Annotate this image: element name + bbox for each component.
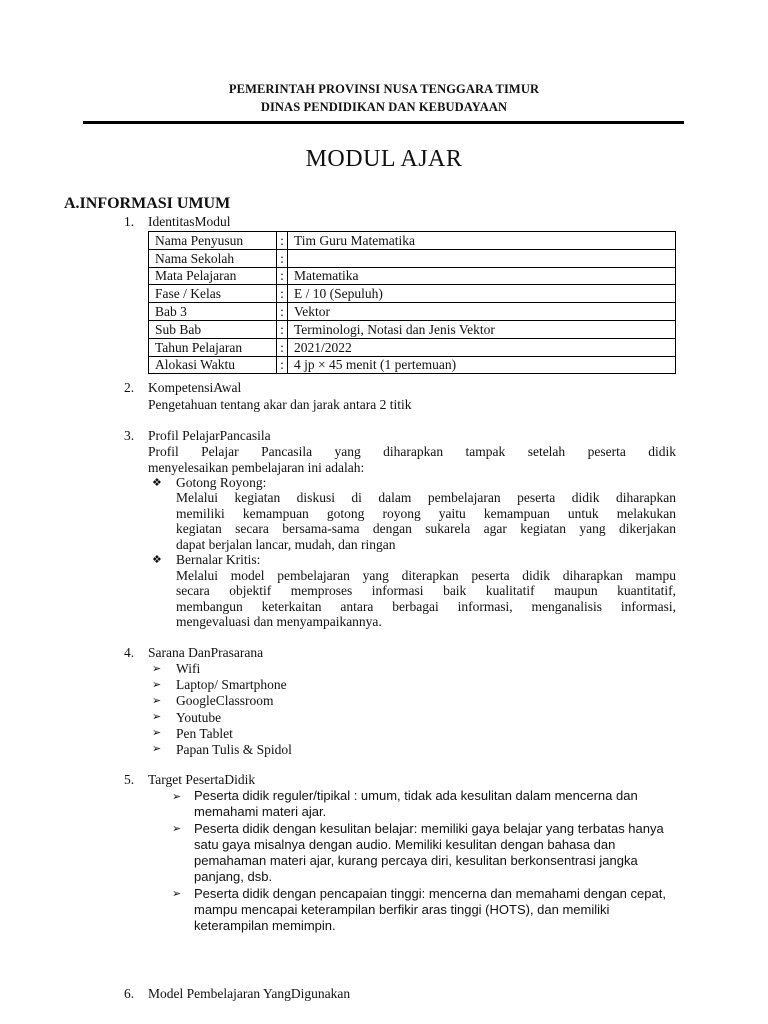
bernalar-kritis-line-3: membangun keterkaitan antara berbagai informasi, menganalisis informasi,	[176, 599, 676, 614]
item-5-number: 5.	[124, 772, 135, 787]
table-key: Fase / Kelas	[149, 285, 277, 303]
bernalar-kritis-line-2: secara objektif memproses informasi baik kualitatif maupun kuantitatif,	[176, 583, 676, 598]
arrow-bullet-icon: ➢	[172, 791, 182, 803]
target-3-line-3: keterampilan memimpin.	[194, 918, 336, 933]
bullet-gotong-royong-title: Gotong Royong:	[176, 475, 267, 490]
diamond-bullet-icon: ❖	[152, 477, 162, 489]
arrow-bullet-icon: ➢	[152, 743, 162, 755]
table-separator: :	[277, 249, 288, 267]
target-3-line-2: mampu mencapai keterampilan berfikir aras tinggi (HOTS), dan memiliki	[194, 902, 610, 917]
table-row	[149, 320, 676, 338]
table-separator: :	[277, 267, 288, 285]
table-key: Bab 3	[149, 303, 277, 321]
header-line-2: DINAS PENDIDIKAN DAN KEBUDAYAAN	[260, 100, 508, 114]
table-key: Nama Sekolah	[149, 249, 277, 267]
item-2-label: KompetensiAwal	[148, 380, 242, 395]
table-separator: :	[277, 303, 288, 321]
item-3-label: Profil PelajarPancasila	[148, 428, 271, 443]
table-value: Vektor	[288, 303, 676, 321]
item-2-number: 2.	[124, 380, 135, 395]
target-2-line-2: satu gaya misalnya dengan audio. Memiliki kesulitan dengan bahasa dan	[194, 837, 616, 852]
table-key: Nama Penyusun	[149, 232, 277, 250]
item-3-number: 3.	[124, 428, 135, 443]
table-separator: :	[277, 338, 288, 356]
item-5-label: Target PesertaDidik	[148, 772, 256, 787]
item-6-number: 6.	[124, 986, 135, 1001]
arrow-bullet-icon: ➢	[152, 663, 162, 675]
table-key: Mata Pelajaran	[149, 267, 277, 285]
gotong-royong-line-2: memiliki kemampuan gotong royong yaitu kemampuan untuk melakukan	[176, 506, 676, 521]
target-1-line-2: memahami materi ajar.	[194, 804, 327, 819]
list-item: Papan Tulis & Spidol	[176, 742, 292, 757]
section-heading-a: A.INFORMASI UMUM	[64, 195, 231, 212]
list-item: Wifi	[176, 661, 201, 676]
gotong-royong-line-4: dapat berjalan lancar, mudah, dan ringan	[176, 537, 396, 552]
document-title: MODUL AJAR	[305, 146, 463, 172]
identity-table	[148, 231, 676, 374]
arrow-bullet-icon: ➢	[172, 823, 182, 835]
table-key: Alokasi Waktu	[149, 356, 277, 374]
table-row	[149, 249, 676, 267]
gotong-royong-line-1: Melalui kegiatan diskusi di dalam pembelajaran peserta didik diharapkan	[176, 490, 676, 505]
item-2-text: Pengetahuan tentang akar dan jarak antara 2 titik	[148, 397, 412, 412]
table-value: Tim Guru Matematika	[288, 232, 676, 250]
bernalar-kritis-line-4: mengevaluasi dan menyampaikannya.	[176, 614, 382, 629]
target-2-line-1: Peserta didik dengan kesulitan belajar: memiliki gaya belajar yang terbatas hanya	[194, 821, 664, 836]
diamond-bullet-icon: ❖	[152, 554, 162, 566]
table-row	[149, 303, 676, 321]
item-1-label: IdentitasModul	[148, 214, 231, 229]
table-value: E / 10 (Sepuluh)	[288, 285, 676, 303]
table-key: Sub Bab	[149, 320, 277, 338]
list-item: GoogleClassroom	[176, 693, 274, 708]
table-separator: :	[277, 232, 288, 250]
table-value	[288, 249, 676, 267]
list-item: Laptop/ Smartphone	[176, 677, 287, 692]
table-row	[149, 267, 676, 285]
header-rule	[83, 121, 684, 124]
bullet-bernalar-kritis-title: Bernalar Kritis:	[176, 552, 261, 567]
item-3-intro-line-1: Profil Pelajar Pancasila yang diharapkan tampak setelah peserta didik	[148, 444, 676, 459]
bernalar-kritis-line-1: Melalui model pembelajaran yang diterapkan peserta didik diharapkan mampu	[176, 568, 676, 583]
item-1-number: 1.	[124, 214, 135, 229]
table-separator: :	[277, 320, 288, 338]
arrow-bullet-icon: ➢	[152, 711, 162, 723]
arrow-bullet-icon: ➢	[152, 727, 162, 739]
table-row	[149, 356, 676, 374]
table-value: 4 jp × 45 menit (1 pertemuan)	[288, 356, 676, 374]
item-4-number: 4.	[124, 645, 135, 660]
table-row	[149, 338, 676, 356]
list-item: Pen Tablet	[176, 726, 233, 741]
table-row	[149, 285, 676, 303]
gotong-royong-line-3: kegiatan secara bersama-sama dengan sukarela agar kegiatan yang dikerjakan	[176, 521, 676, 536]
target-1-line-1: Peserta didik reguler/tipikal : umum, tidak ada kesulitan dalam mencerna dan	[194, 788, 638, 803]
target-2-line-3: pemahaman materi ajar, kurang percaya diri, kesulitan berkonsentrasi jangka	[194, 853, 638, 868]
table-separator: :	[277, 285, 288, 303]
list-item: Youtube	[176, 710, 222, 725]
table-value: 2021/2022	[288, 338, 676, 356]
table-row	[149, 232, 676, 250]
table-value: Terminologi, Notasi dan Jenis Vektor	[288, 320, 676, 338]
arrow-bullet-icon: ➢	[152, 679, 162, 691]
table-key: Tahun Pelajaran	[149, 338, 277, 356]
target-3-line-1: Peserta didik dengan pencapaian tinggi: mencerna dan memahami dengan cepat,	[194, 886, 666, 901]
arrow-bullet-icon: ➢	[152, 695, 162, 707]
item-3-intro-line-2: menyelesaikan pembelajaran ini adalah:	[148, 460, 365, 475]
table-separator: :	[277, 356, 288, 374]
target-2-line-4: panjang, dsb.	[194, 869, 273, 884]
item-4-label: Sarana DanPrasarana	[148, 645, 264, 660]
item-6-label: Model Pembelajaran YangDigunakan	[148, 986, 351, 1001]
table-value: Matematika	[288, 267, 676, 285]
arrow-bullet-icon: ➢	[172, 888, 182, 900]
header-line-1: PEMERINTAH PROVINSI NUSA TENGGARA TIMUR	[228, 82, 540, 96]
